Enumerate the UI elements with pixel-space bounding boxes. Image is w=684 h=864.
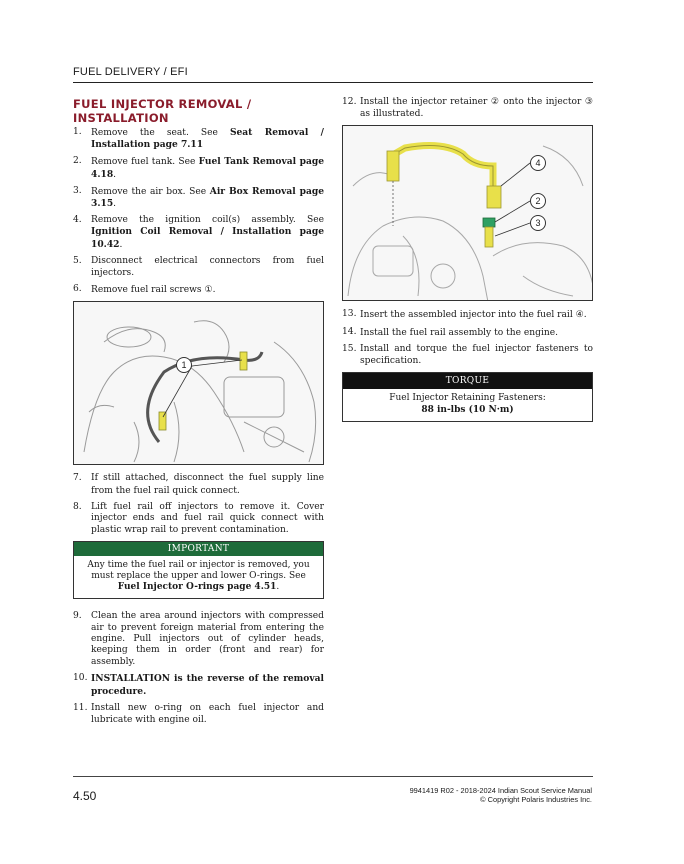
step-text-post: . (113, 199, 117, 210)
installation-steps-list (73, 611, 324, 726)
left-column (73, 97, 324, 731)
step-number: 7. (73, 473, 82, 484)
step-item (73, 673, 324, 697)
header-divider (73, 82, 593, 83)
torque-fastener-label: Fuel Injector Retaining Fasteners: (389, 393, 546, 404)
important-note (73, 541, 324, 599)
injector-retainer-figure (342, 125, 593, 301)
step-text-bold: Seat Removal / Installation page 7.11 (91, 127, 325, 151)
important-heading: IMPORTANT (74, 542, 323, 556)
step-item (73, 473, 324, 496)
step-number: 1. (73, 127, 82, 137)
step-text-pre: Install new o-ring on each fuel injector and lubricate with engine oil. (91, 702, 324, 726)
right-column (342, 97, 593, 422)
step-text-bold: Air Box Removal page 3.15 (91, 185, 324, 210)
step-text-pre: Remove fuel tank. See (91, 157, 199, 168)
step-item (73, 284, 324, 296)
step-text-pre: If still attached, disconnect the fuel supply line from the fuel rail quick connect. (91, 473, 324, 496)
step-number: 14. (342, 326, 357, 337)
section-title: FUEL INJECTOR REMOVAL / INSTALLATION (73, 97, 252, 125)
step-text-pre: Remove the seat. See (91, 128, 230, 138)
torque-heading: TORQUE (343, 373, 592, 389)
step-number: 13. (342, 309, 357, 320)
step-number: 9. (73, 611, 82, 622)
step-number: 15. (342, 343, 357, 354)
step-number: 8. (73, 501, 82, 512)
footer-credits (410, 786, 592, 804)
page-number: 4.50 (73, 789, 97, 803)
step-text-pre: Install the fuel rail assembly to the engine. (360, 327, 558, 338)
step-item (73, 156, 324, 180)
copyright-line: © Copyright Polaris Industries Inc. (480, 795, 592, 804)
step-text-pre: Clean the area around injectors with compressed air to prevent foreign material from entering the engine. Pull injectors out of cylinder heads, keeping them in order (front and rear) for assembly. (91, 611, 324, 668)
step-text-pre: Disconnect electrical connectors from fuel injectors. (91, 255, 324, 279)
fuel-rail-illustration (74, 302, 324, 465)
step-number: 3. (73, 185, 82, 196)
step-text-bold: Ignition Coil Removal / Installation page 10.42 (91, 226, 324, 250)
step-number: 5. (73, 255, 82, 266)
callout-4: 4 (530, 155, 546, 171)
fuel-rail-screws-figure (73, 301, 324, 465)
step-item (73, 127, 324, 151)
step-item (342, 344, 593, 367)
injector-retainer-steps (342, 97, 593, 120)
fuel-rail-install-steps (342, 309, 593, 367)
step-number: 2. (73, 156, 82, 167)
step-number: 4. (73, 215, 82, 226)
step-text-pre: Remove the air box. See (91, 186, 210, 197)
step-text-pre: Install and torque the fuel injector fasteners to specification. (360, 343, 593, 367)
step-number: 6. (73, 284, 82, 295)
step-text-post: . (119, 239, 123, 250)
running-header: FUEL DELIVERY / EFI (73, 66, 188, 78)
step-text-post: . (113, 169, 117, 180)
important-text: Any time the fuel rail or injector is removed, you must replace the upper and lower O-rings. See Fuel Injector O-rings page 4.51. (87, 560, 310, 593)
step-text-pre: Remove the ignition coil(s) assembly. See (91, 215, 324, 226)
torque-value: 88 in-lbs (10 N·m) (421, 404, 514, 415)
step-item (342, 309, 593, 321)
step-item (73, 502, 324, 537)
step-item (73, 703, 324, 726)
callout-2: 2 (530, 193, 546, 209)
step-number: 10. (73, 673, 88, 684)
step-number: 11. (73, 702, 88, 713)
step-item (73, 186, 324, 210)
step-text-pre: Install the injector retainer ② onto the injector ③ as illustrated. (360, 97, 593, 120)
injector-assembly-illustration (343, 126, 593, 301)
removal-steps-list (73, 127, 324, 296)
step-item (73, 256, 324, 279)
step-text-pre: Insert the assembled injector into the fuel rail ④. (360, 310, 587, 321)
manual-reference: 9941419 R02 - 2018-2024 Indian Scout Service Manual (409, 786, 592, 795)
step-item (73, 215, 324, 251)
footer-divider (73, 776, 593, 777)
step-number: 12. (342, 97, 357, 107)
removal-steps-list-continued (73, 473, 324, 536)
callout-3: 3 (530, 215, 546, 231)
step-item (73, 611, 324, 668)
step-item (342, 97, 593, 120)
step-item (342, 327, 593, 339)
callout-1: 1 (176, 357, 192, 373)
step-text-pre: Remove fuel rail screws ①. (91, 285, 216, 296)
step-text-bold: Fuel Tank Removal page 4.18 (91, 156, 325, 180)
step-text-pre: Lift fuel rail off injectors to remove it. Cover injector ends and fuel rail quick connect with plastic wrap rail to prevent contamination. (91, 501, 324, 536)
torque-spec-box (342, 372, 593, 422)
torque-body (343, 389, 592, 421)
step-text-bold: INSTALLATION is the reverse of the removal procedure. (91, 673, 324, 697)
